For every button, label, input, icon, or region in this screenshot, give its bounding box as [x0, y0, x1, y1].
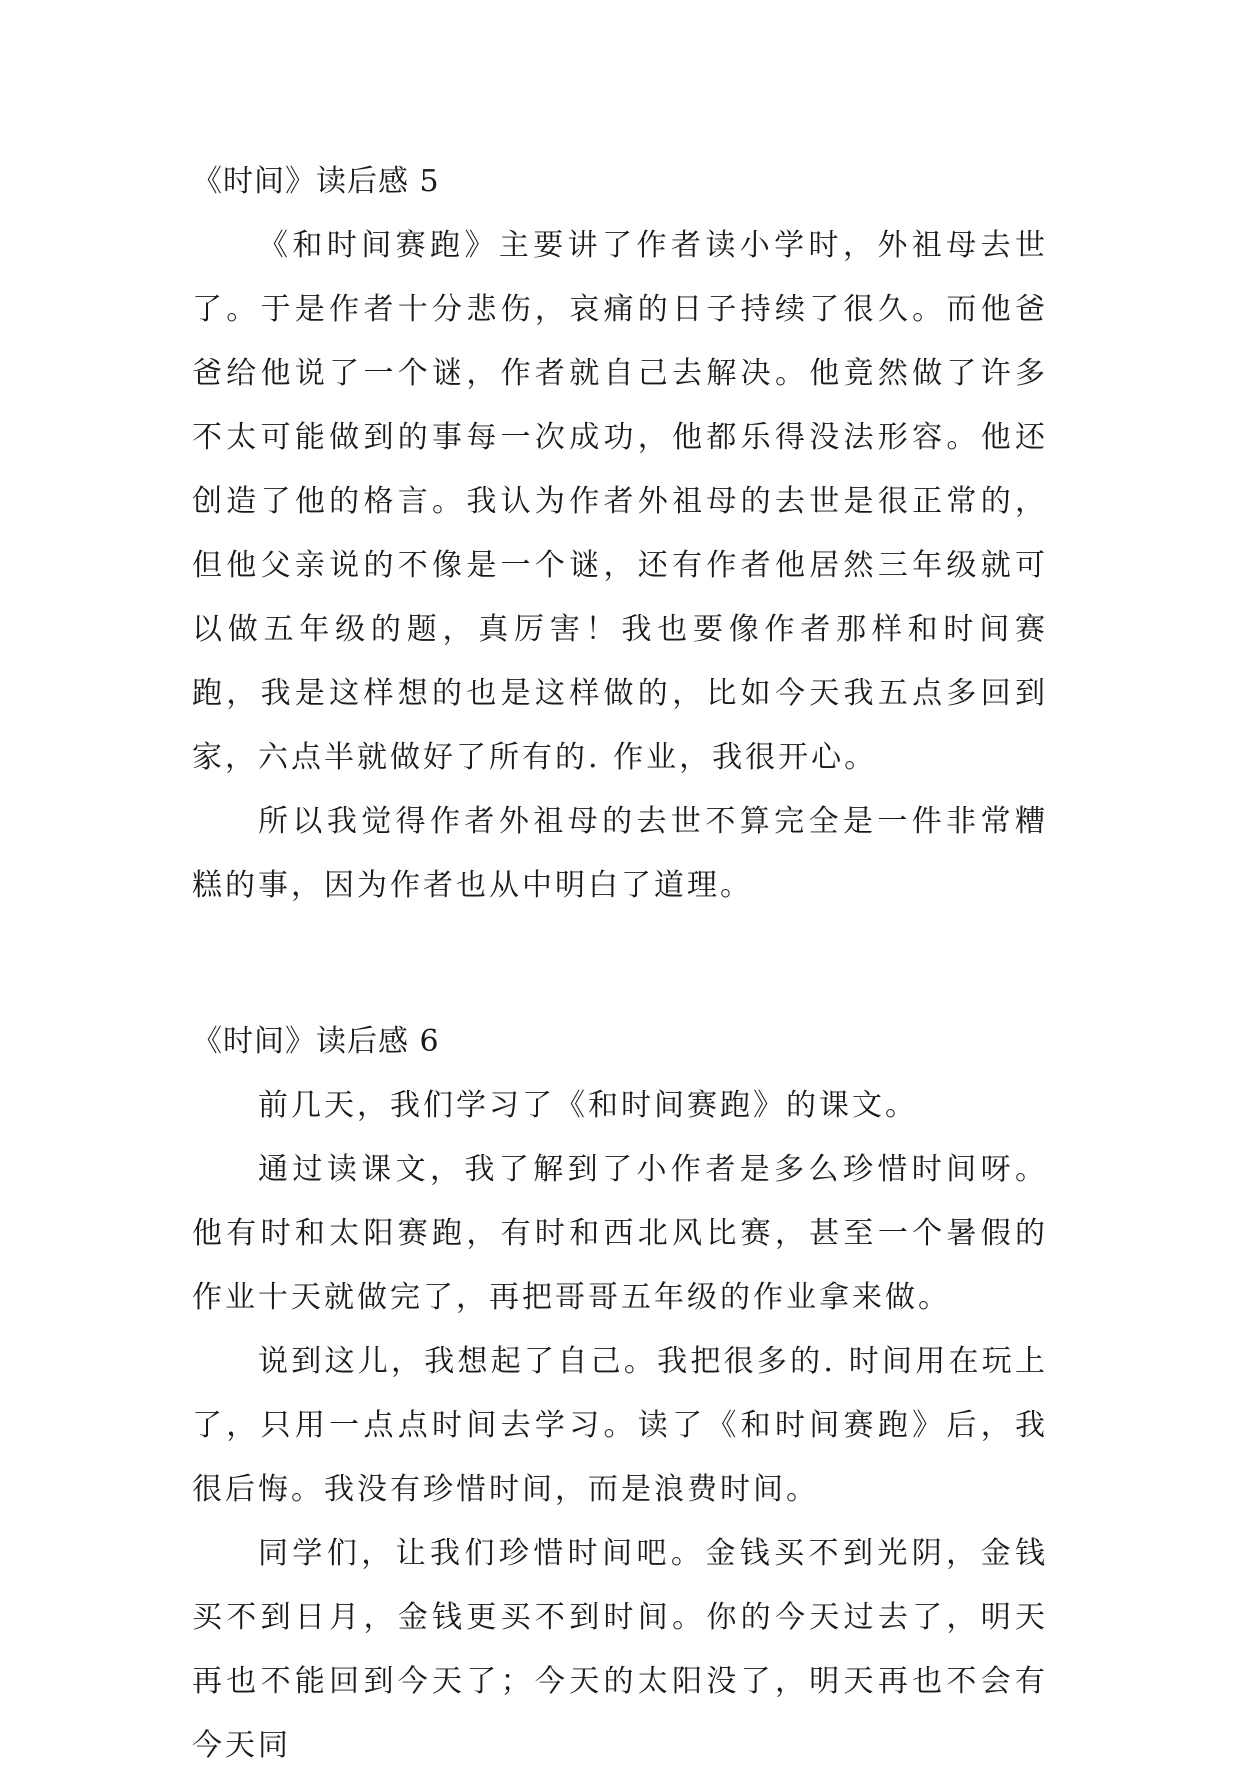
paragraph: 通过读课文，我了解到了小作者是多么珍惜时间呀。他有时和太阳赛跑，有时和西北风比赛，甚至一个暑假的作业十天就做完了，再把哥哥五年级的作业拿来做。 [192, 1152, 1048, 1315]
section-spacer [192, 918, 1048, 1010]
document-page [192, 150, 1048, 1778]
paragraph: 所以我觉得作者外祖母的去世不算完全是一件非常糟糕的事，因为作者也从中明白了道理。 [192, 804, 1048, 903]
paragraph: 《和时间赛跑》主要讲了作者读小学时，外祖母去世了。于是作者十分悲伤，哀痛的日子持续了很久。而他爸爸给他说了一个谜，作者就自己去解决。他竟然做了许多不太可能做到的事每一次成功，他都乐得没法形容。他还创造了他的格言。我认为作者外祖母的去世是很正常的，但他父亲说的不像是一个谜，还有作者他居然三年级就可以做五年级的题，真厉害！我也要像作者那样和时间赛跑，我是这样想的也是这样做的，比如今天我五点多回到家，六点半就做好了所有的. 作业，我很开心。 [192, 228, 1048, 775]
section-title: 《时间》读后感 6 [192, 1024, 440, 1059]
paragraph: 说到这儿，我想起了自己。我把很多的. 时间用在玩上了，只用一点点时间去学习。读了《和时间赛跑》后，我很后悔。我没有珍惜时间，而是浪费时间。 [192, 1344, 1048, 1507]
paragraph: 前几天，我们学习了《和时间赛跑》的课文。 [258, 1088, 918, 1123]
section-title: 《时间》读后感 5 [192, 164, 440, 199]
paragraph: 同学们，让我们珍惜时间吧。金钱买不到光阴，金钱买不到日月，金钱更买不到时间。你的今天过去了，明天再也不能回到今天了；今天的太阳没了，明天再也不会有今天同 [192, 1536, 1048, 1763]
